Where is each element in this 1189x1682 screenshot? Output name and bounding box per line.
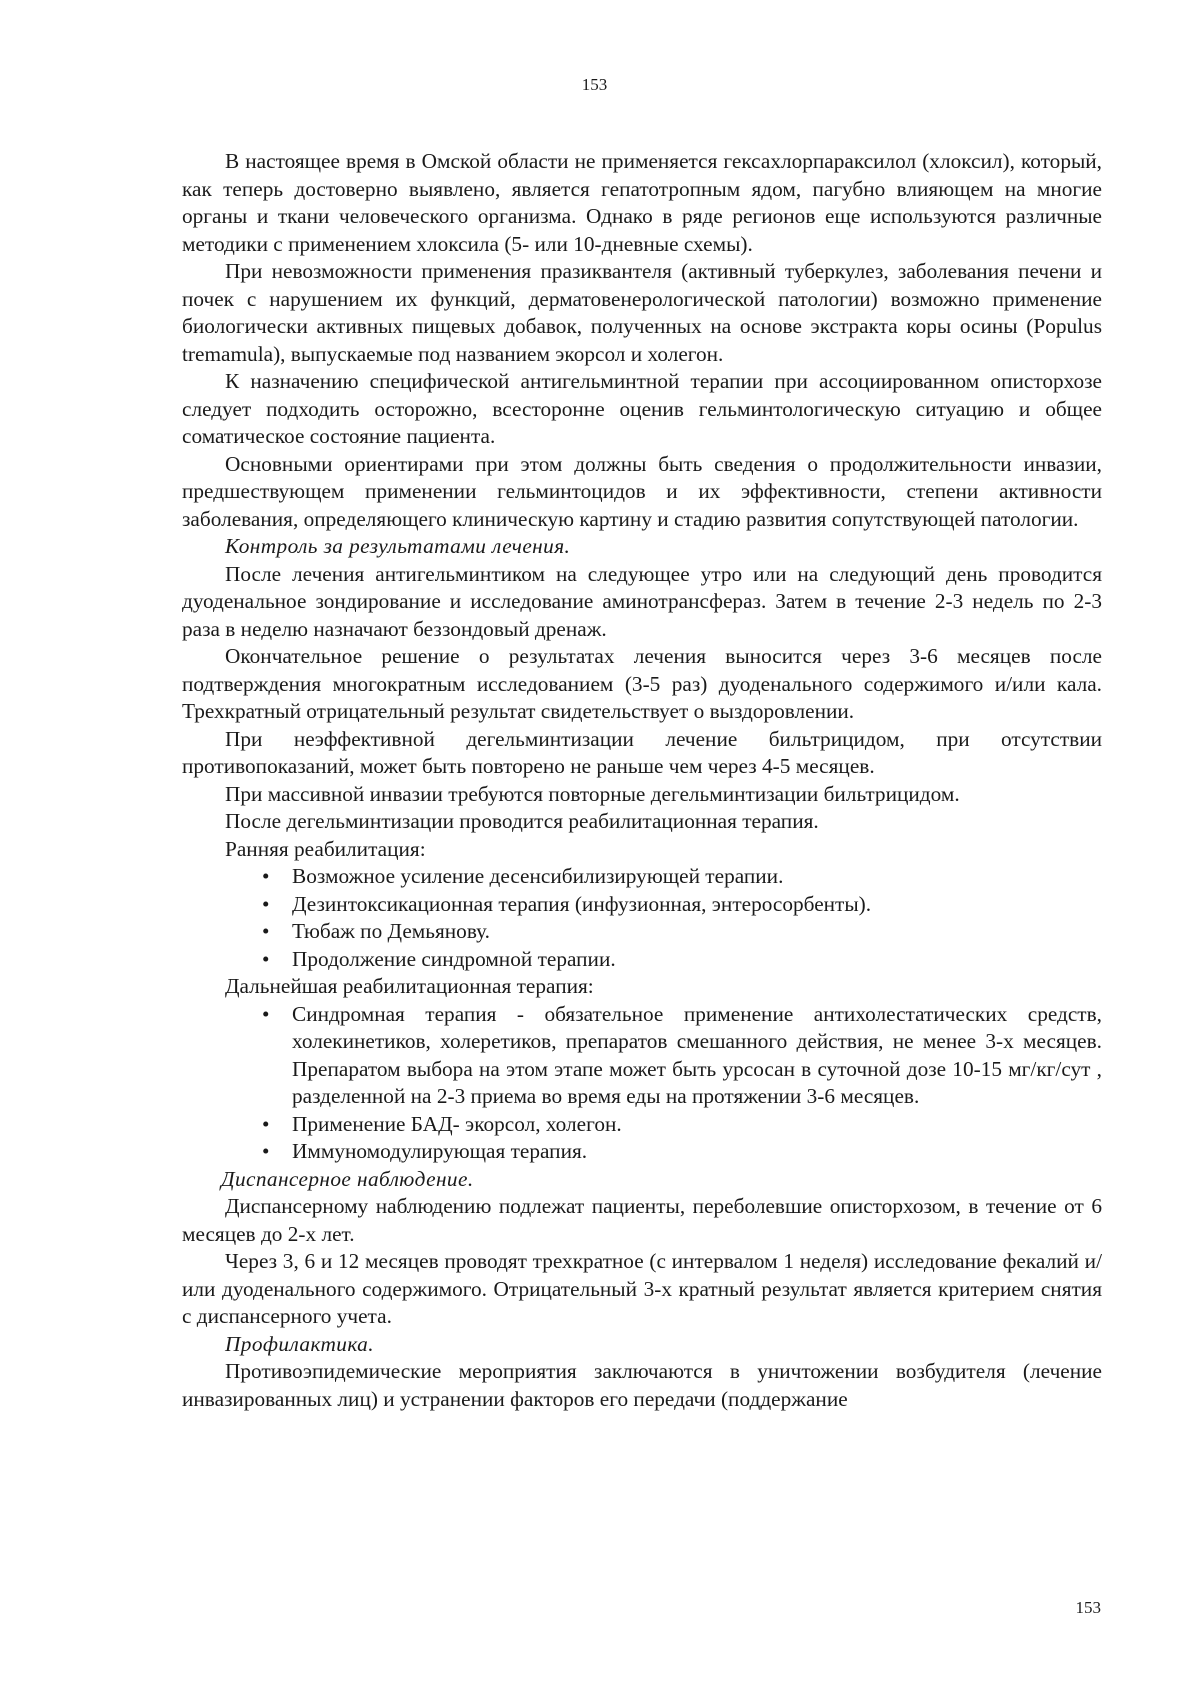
bullet-icon: •	[262, 1139, 270, 1163]
list-item-text: Тюбаж по Демьянову.	[292, 919, 490, 943]
list-item-text: Применение БАД- экорсол, холегон.	[292, 1111, 622, 1136]
list-item	[262, 918, 1102, 946]
paragraph: Противоэпидемические мероприятия заключаются в уничтожении возбудителя (лечение инвазированных лиц) и устранении факторов его передачи (поддержание	[182, 1359, 1102, 1411]
paragraph: К назначению специфической антигельминтной терапии при ассоциированном описторхозе следует подходить осторожно, всесторонне оценив гельминтологическую ситуацию и общее соматическое состояние пациента.	[182, 369, 1102, 448]
list-item-text: Дезинтоксикационная терапия (инфузионная, энтеросорбенты).	[292, 891, 872, 916]
section-heading-dispensary: Диспансерное наблюдение.	[221, 1166, 474, 1191]
further-rehab-title: Дальнейшая реабилитационная терапия:	[225, 974, 594, 998]
paragraph: При массивной инвазии требуются повторные дегельминтизации бильтрицидом.	[225, 781, 960, 806]
list-item-text: Иммуномодулирующая терапия.	[292, 1139, 588, 1163]
list-item	[262, 1138, 1102, 1166]
paragraph: После лечения антигельминтиком на следующее утро или на следующий день проводится дуоденальное зондирование и исследование аминотрансфераз. Затем в течение 2-3 недель по 2-3 раза в неделю назначают беззондовый дренаж.	[182, 561, 1102, 641]
bullet-icon: •	[262, 919, 270, 943]
bullet-icon: •	[262, 1111, 270, 1136]
paragraph: Окончательное решение о результатах лечения выносится через 3-6 месяцев после подтверждения многократным исследованием (3-5 раз) дуоденального содержимого и/или кала. Трехкратный отрицательный результат свидетельствует о выздоровлении.	[182, 644, 1102, 723]
page-body	[182, 148, 1102, 1413]
page-number-top: 153	[581, 75, 608, 94]
paragraph: Основными ориентирами при этом должны быть сведения о продолжительности инвазии, предшествующем применении гельминтоцидов и их эффективности, степени активности заболевания, определяющего клиническую картину и стадию развития сопутствующей патологии.	[182, 451, 1102, 531]
paragraph: После дегельминтизации проводится реабилитационная терапия.	[225, 809, 819, 833]
section-heading-control: Контроль за результатами лечения.	[225, 534, 571, 558]
list-item	[262, 863, 1102, 891]
section-heading-prophylaxis: Профилактика.	[225, 1331, 374, 1356]
bullet-icon: •	[262, 946, 270, 971]
bullet-icon: •	[262, 1001, 270, 1026]
bullet-icon: •	[262, 891, 270, 916]
list-item	[262, 1001, 1102, 1111]
further-rehab-list	[262, 1001, 1102, 1166]
page-number-bottom: 153	[1075, 1598, 1101, 1617]
list-item-text: Синдромная терапия - обязательное применение антихолестатических средств, холекинетиков, холеретиков, препаратов смешанного действия, не менее 3-х месяцев. Препаратом выбора на этом этапе может быть урсосан в суточной дозе 10-15 мг/кг/сут , разделенной на 2-3 приема во время еды на протяжении 3-6 месяцев.	[292, 1001, 1102, 1108]
list-item	[262, 1111, 1102, 1139]
paragraph: При невозможности применения празиквантеля (активный туберкулез, заболевания печени и почек с нарушением их функций, дерматовенерологической патологии) возможно применение биологически активных пищевых добавок, полученных на основе экстракта коры осины (Populus tremamula), выпускаемые под названием экорсол и холегон.	[182, 259, 1102, 366]
list-item-text: Продолжение синдромной терапии.	[292, 946, 616, 971]
list-item-text: Возможное усиление десенсибилизирующей терапии.	[292, 864, 784, 888]
early-rehab-list	[262, 863, 1102, 973]
paragraph: При неэффективной дегельминтизации лечение бильтрицидом, при отсутствии противопоказаний, может быть повторено не раньше чем через 4-5 месяцев.	[182, 726, 1102, 778]
paragraph: Диспансерному наблюдению подлежат пациенты, переболевшие описторхозом, в течение от 6 месяцев до 2-х лет.	[182, 1194, 1102, 1246]
paragraph: Через 3, 6 и 12 месяцев проводят трехкратное (с интервалом 1 неделя) исследование фекалий и/или дуоденального содержимого. Отрицательный 3-х кратный результат является критерием снятия с диспансерного учета.	[182, 1249, 1102, 1328]
list-item	[262, 891, 1102, 919]
paragraph: В настоящее время в Омской области не применяется гексахлорпараксилол (хлоксил), который, как теперь достоверно выявлено, является гепатотропным ядом, пагубно влияющем на многие органы и ткани человеческого организма. Однако в ряде регионов еще используются различные методики с применением хлоксила (5- или 10-дневные схемы).	[182, 149, 1102, 256]
list-item	[262, 946, 1102, 974]
bullet-icon: •	[262, 864, 270, 888]
early-rehab-title: Ранняя реабилитация:	[225, 836, 426, 861]
